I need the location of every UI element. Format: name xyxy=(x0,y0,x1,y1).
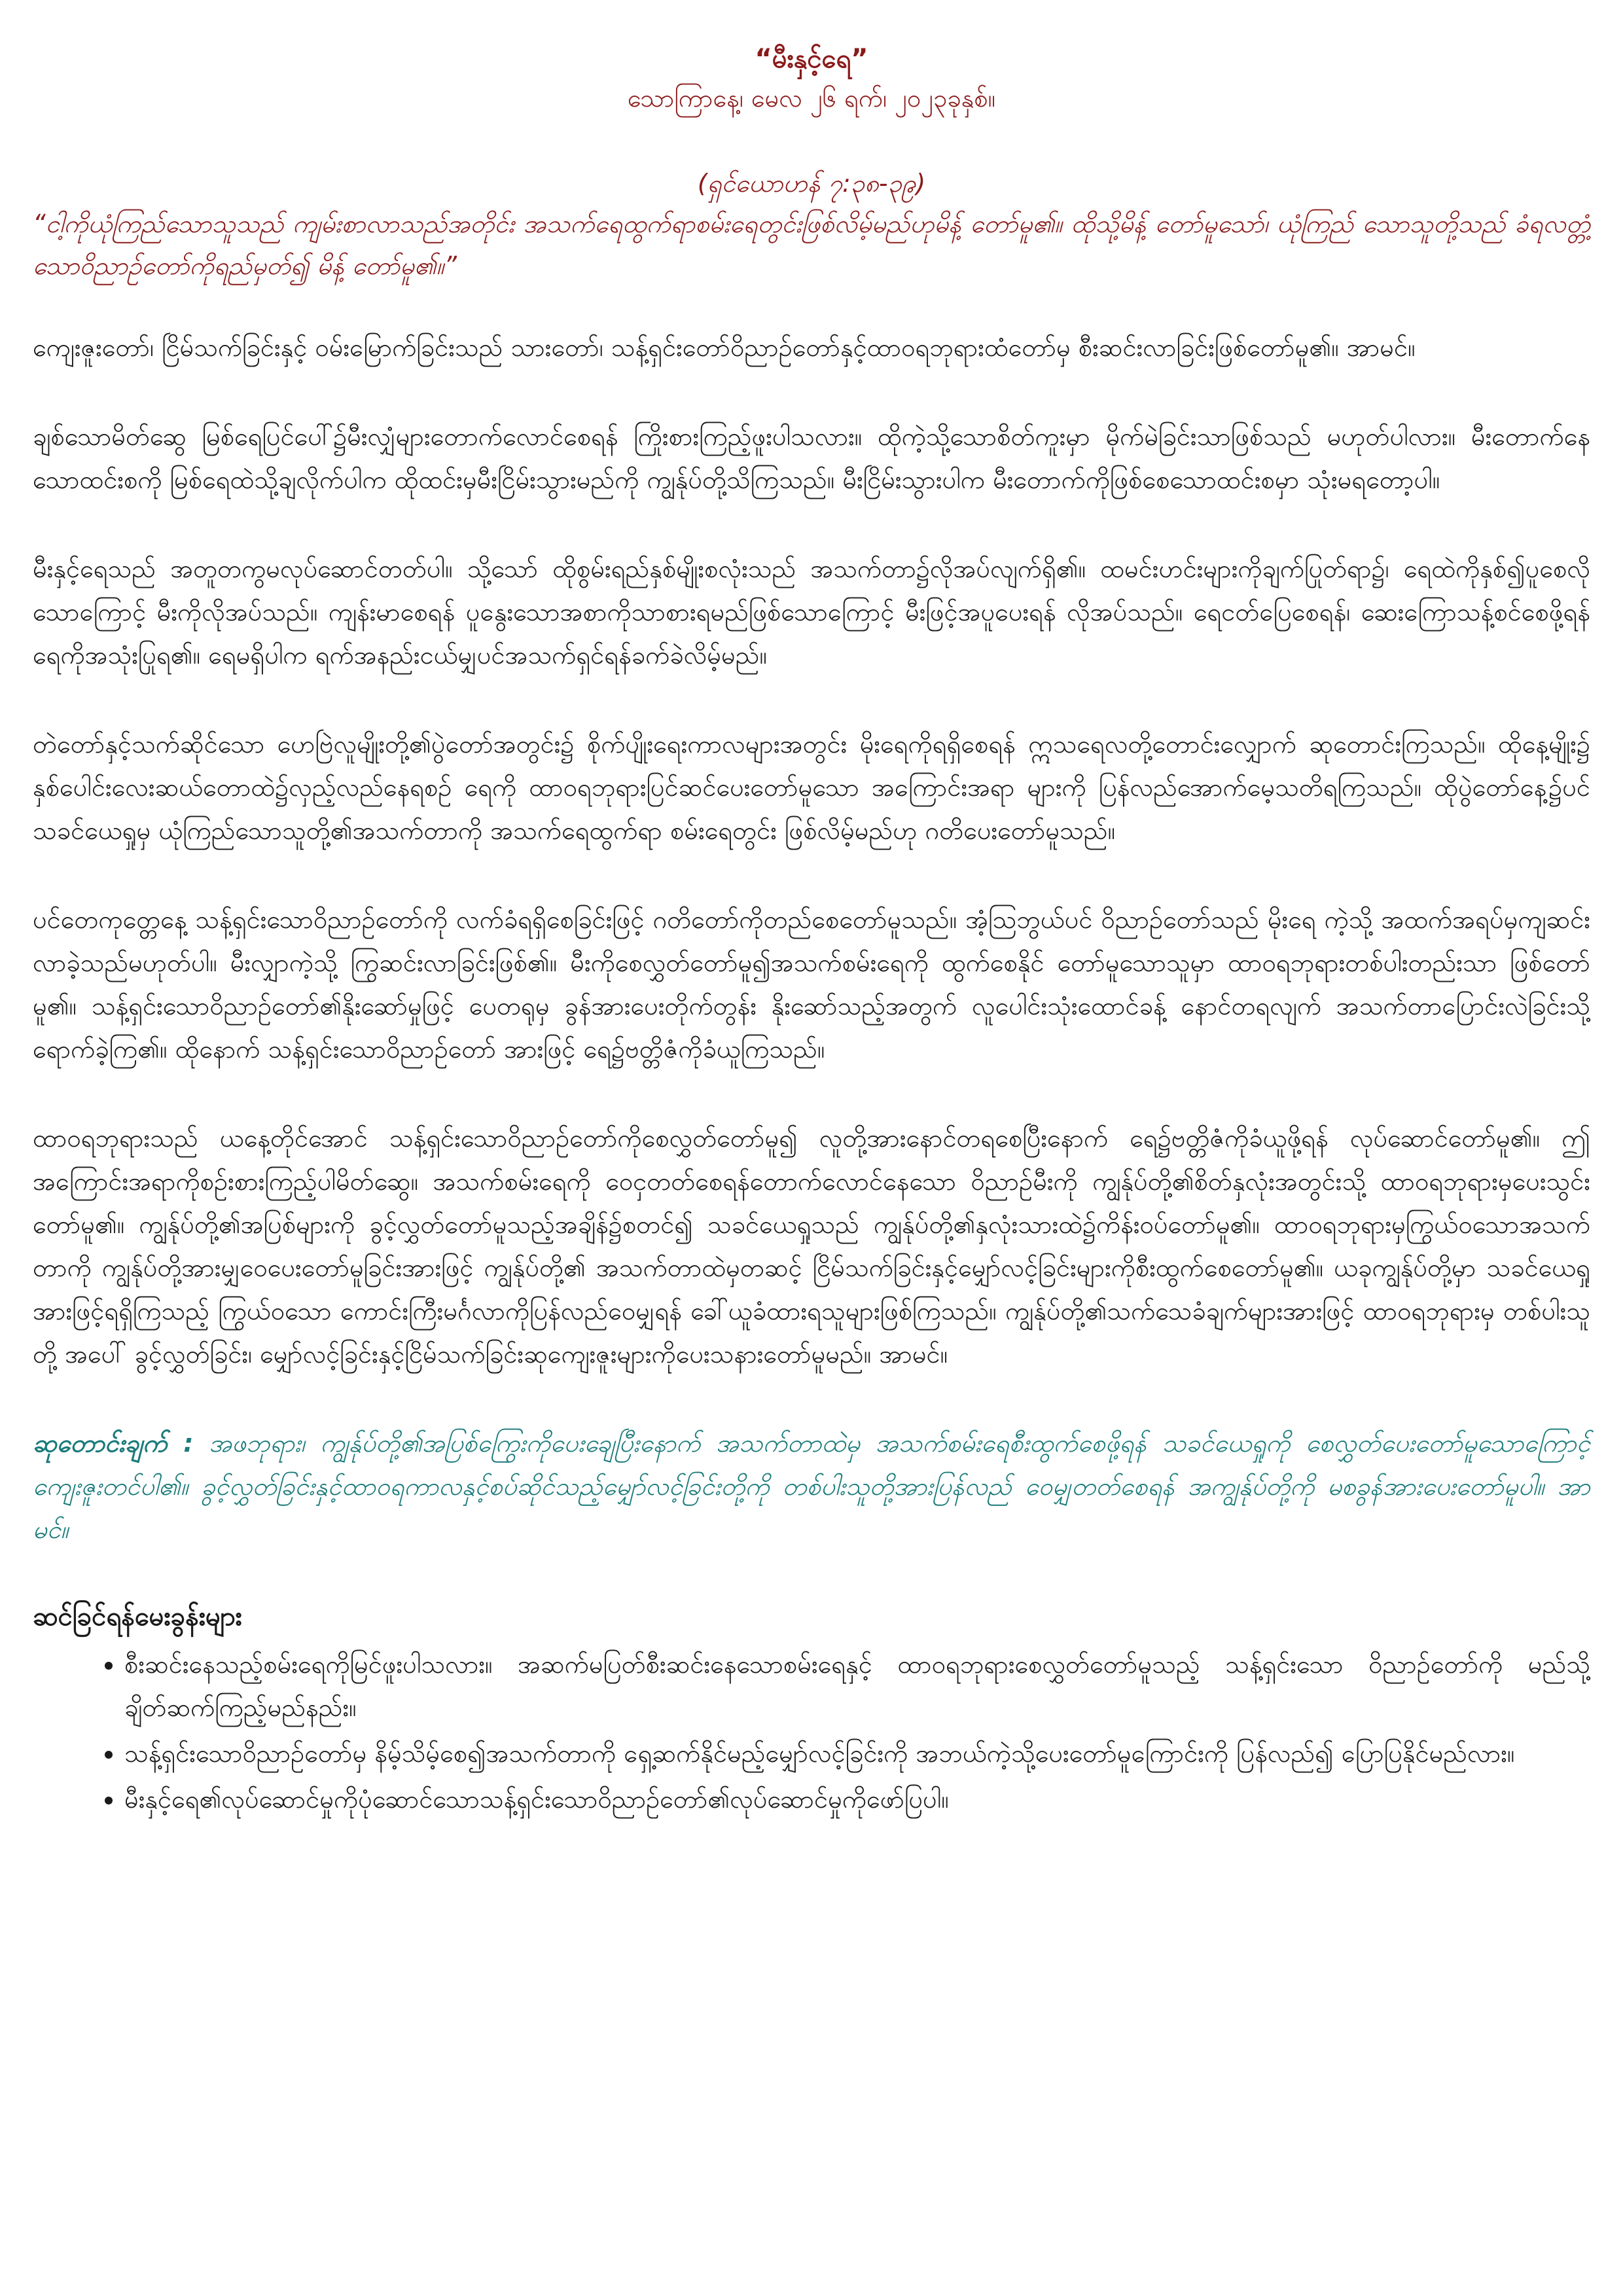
verse-text: “ငါ့ကိုယုံကြည်သောသူသည် ကျမ်းစာလာသည်အတိုင်း အသက်ရေထွက်ရာစမ်းရေတွင်းဖြစ်လိမ့်မည်ဟုမိန့် တော်မူ၏။ ထိုသို့မိန့် တော်မူသော်၊ ယုံကြည် သောသူတို့သည် ခံရလတ္တံ့သောဝိညာဉ်တော်ကိုရည်မှတ်၍ မိန့် တော်မူ၏။” xyxy=(33,209,1590,280)
body-paragraph: တဲတော်နှင့်သက်ဆိုင်သော ဟေဗြဲလူမျိုးတို့၏ပွဲတော်အတွင်း၌ စိုက်ပျိုးရေးကာလများအတွင်း မိုးရေကိုရရှိစေရန် ဣသရေလတို့တောင်းလျှောက် ဆုတောင်းကြသည်။ ထိုနေ့မျိုး၌ နှစ်ပေါင်းလေးဆယ်တောထဲ၌လှည့်လည်နေရစဉ် ရေကို ထာဝရဘုရားပြင်ဆင်ပေးတော်မူသော အကြောင်းအရာ များကို ပြန်လည်အောက်မေ့သတိရကြသည်။ ထိုပွဲတော်နေ့၌ပင် သခင်ယေရှုမှ ယုံကြည်သောသူတို့၏အသက်တာကို အသက်ရေထွက်ရာ စမ်းရေတွင်း ဖြစ်လိမ့်မည်ဟု ဂတိပေးတော်မူသည်။ xyxy=(33,730,1590,845)
question-item: • မီးနှင့်ရေ၏လုပ်ဆောင်မှုကိုပုံဆောင်သောသန့်ရှင်းသောဝိညာဉ်တော်၏လုပ်ဆောင်မှုကိုဖော်ပြပါ။ xyxy=(124,1778,1590,1821)
prayer-label: ဆုတောင်းချက် : xyxy=(33,1429,194,1458)
questions-list xyxy=(33,1643,1590,1821)
verse-reference: (ရှင်ယောဟန် ၇:၃၈-၃၉) xyxy=(697,169,926,198)
question-item: • စီးဆင်းနေသည့်စမ်းရေကိုမြင်ဖူးပါသလား။ အဆက်မပြတ်စီးဆင်းနေသောစမ်းရေနှင့် ထာဝရဘုရားစေလွှတ်တော်မူသည့် သန့်ရှင်းသော ဝိညာဉ်တော်ကို မည်သို့ချိတ်ဆက်ကြည့်မည်နည်း။ xyxy=(124,1643,1590,1729)
prayer-block xyxy=(33,1422,1590,1551)
body-paragraph: ပင်တေကုတ္တေနေ့ သန့်ရှင်းသောဝိညာဉ်တော်ကို လက်ခံရရှိစေခြင်းဖြင့် ဂတိတော်ကိုတည်စေတော်မူသည်။ အံ့သြဘွယ်ပင် ဝိညာဉ်တော်သည် မိုးရေ ကဲ့သို့ အထက်အရပ်မှကျဆင်းလာခဲ့သည်မဟုတ်ပါ။ မီးလျှာကဲ့သို့ ကြွဆင်းလာခြင်းဖြစ်၏။ မီးကိုစေလွှတ်တော်မူ၍အသက်စမ်းရေကို ထွက်စေနိုင် တော်မူသောသူမှာ ထာဝရဘုရားတစ်ပါးတည်းသာ ဖြစ်တော်မူ၏။ သန့်ရှင်းသောဝိညာဉ်တော်၏နိုးဆော်မှုဖြင့် ပေတရုမှ ခွန်အားပေးတိုက်တွန်း နိုးဆော်သည့်အတွက် လူပေါင်းသုံးထောင်ခန့် နောင်တရလျက် အသက်တာပြောင်းလဲခြင်းသို့ရောက်ခဲ့ကြ၏။ ထိုနောက် သန့်ရှင်းသောဝိညာဉ်တော် အားဖြင့် ရေ၌ဗတ္တိဇံကိုခံယူကြသည်။ xyxy=(33,905,1590,1064)
body-paragraph: ချစ်သောမိတ်ဆွေ မြစ်ရေပြင်ပေါ်၌မီးလျှံများတောက်လောင်စေရန် ကြိုးစားကြည့်ဖူးပါသလား။ ထိုကဲ့သို့သောစိတ်ကူးမှာ မိုက်မဲခြင်းသာဖြစ်သည် မဟုတ်ပါလား။ မီးတောက်နေသောထင်းစကို မြစ်ရေထဲသို့ချလိုက်ပါက ထိုထင်းမှမီးငြိမ်းသွားမည်ကို ကျွန်ုပ်တို့သိကြသည်။ မီးငြိမ်းသွားပါက မီးတောက်ကိုဖြစ်စေသောထင်းစမှာ သုံးမရတော့ပါ။ xyxy=(33,422,1590,494)
devotional-page xyxy=(33,39,1590,1823)
prayer-text: အဖဘုရား၊ ကျွန်ုပ်တို့၏အပြစ်ကြွေးကိုပေးချေပြီးနောက် အသက်တာထဲမှ အသက်စမ်းရေစီးထွက်စေဖို့ရန် သခင်ယေရှုကို စေလွှတ်ပေးတော်မူသောကြောင့်ကျေးဇူးတင်ပါ၏။ ခွင့်လွှတ်ခြင်းနှင့်ထာဝရကာလနှင့်စပ်ဆိုင်သည့်မျှော်လင့်ခြင်းတို့ကို တစ်ပါးသူတို့အားပြန်လည် ဝေမျှတတ်စေရန် အကျွန်ုပ်တို့ကို မစခွန်အားပေးတော်မူပါ။ အာမင်။ xyxy=(33,1429,1590,1544)
body-paragraph: ကျေးဇူးတော်၊ ငြိမ်သက်ခြင်းနှင့် ဝမ်းမြောက်ခြင်းသည် သားတော်၊ သန့်ရှင်းတော်ဝိညာဉ်တော်နှင့်ထာဝရဘုရားထံတော်မှ စီးဆင်းလာခြင်းဖြစ်တော်မူ၏။ အာမင်။ xyxy=(33,333,1416,362)
question-item: • သန့်ရှင်းသောဝိညာဉ်တော်မှ နိမ့်သိမ့်စေ၍အသက်တာကို ရှေ့ဆက်နိုင်မည့်မျှော်လင့်ခြင်းကို အဘယ်ကဲ့သို့ပေးတော်မူကြောင်းကို ပြန်လည်၍ ပြောပြနိုင်မည်လား။ xyxy=(124,1732,1590,1775)
questions-heading: ဆင်ခြင်ရန်မေးခွန်းများ xyxy=(33,1602,242,1632)
page-title: “မီးနှင့်ရေ” xyxy=(755,44,868,74)
body-paragraph: မီးနှင့်ရေသည် အတူတကွမလုပ်ဆောင်တတ်ပါ။ သို့သော် ထိုစွမ်းရည်နှစ်မျိုးစလုံးသည် အသက်တာ၌လိုအပ်လျက်ရှိ၏။ ထမင်းဟင်းများကိုချက်ပြုတ်ရာ၌၊ ရေထဲကိုနှစ်၍ပူစေလိုသောကြောင့် မီးကိုလိုအပ်သည်။ ကျန်းမာစေရန် ပူနွေးသောအစာကိုသာစားရမည်ဖြစ်သောကြောင့် မီးဖြင့်အပူပေးရန် လိုအပ်သည်။ ရေငတ်ပြေစေရန်၊ ဆေးကြောသန့်စင်စေဖို့ရန် ရေကိုအသုံးပြုရ၏။ ရေမရှိပါက ရက်အနည်းငယ်မျှပင်အသက်ရှင်ရန်ခက်ခဲလိမ့်မည်။ xyxy=(33,554,1590,670)
body-paragraph: ထာဝရဘုရားသည် ယနေ့တိုင်အောင် သန့်ရှင်းသောဝိညာဉ်တော်ကိုစေလွှတ်တော်မူ၍ လူတို့အားနောင်တရစေပြီးနောက် ရေ၌ဗတ္တိဇံကိုခံယူဖို့ရန် လုပ်ဆောင်တော်မူ၏။ ဤအကြောင်းအရာကိုစဉ်းစားကြည့်ပါမိတ်ဆွေ။ အသက်စမ်းရေကို ဝေငှတတ်စေရန်တောက်လောင်နေသော ဝိညာဉ်မီးကို ကျွန်ုပ်တို့၏စိတ်နှလုံးအတွင်းသို့ ထာဝရဘုရားမှပေးသွင်းတော်မူ၏။ ကျွန်ုပ်တို့၏အပြစ်များကို ခွင့်လွှတ်တော်မူသည့်အချိန်၌စတင်၍ သခင်ယေရှုသည် ကျွန်ုပ်တို့၏နှလုံးသားထဲ၌ကိန်းဝပ်တော်မူ၏။ ထာဝရဘုရားမှကြွယ်ဝသောအသက်တာကို ကျွန်ုပ်တို့အားမျှဝေပေးတော်မူခြင်းအားဖြင့် ကျွန်ုပ်တို့၏ အသက်တာထဲမှတဆင့် ငြိမ်သက်ခြင်းနှင့်မျှော်လင့်ခြင်းများကိုစီးထွက်စေတော်မူ၏။ ယခုကျွန်ုပ်တို့မှာ သခင်ယေရှုအားဖြင့်ရရှိကြသည့် ကြွယ်ဝသော ကောင်းကြီးမင်္ဂလာကိုပြန်လည်ဝေမျှရန် ခေါ်ယူခံထားရသူများဖြစ်ကြသည်။ ကျွန်ုပ်တို့၏သက်သေခံချက်များအားဖြင့် ထာဝရဘုရားမှ တစ်ပါးသူတို့ အပေါ် ခွင့်လွှတ်ခြင်း၊ မျှော်လင့်ခြင်းနှင့်ငြိမ်သက်ခြင်းဆုကျေးဇူးများကိုပေးသနားတော်မူမည်။ အာမင်။ xyxy=(33,1124,1590,1369)
page-date: သောကြာနေ့၊ မေလ ၂၆ ရက်၊ ၂၀၂၃ခုနှစ်။ xyxy=(627,84,996,113)
